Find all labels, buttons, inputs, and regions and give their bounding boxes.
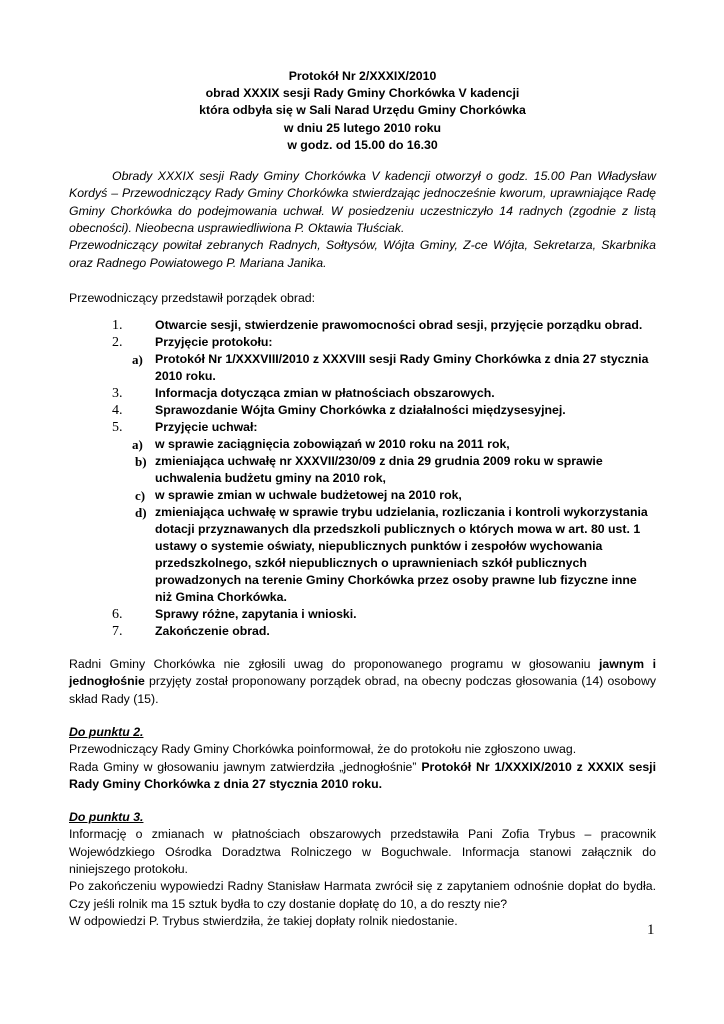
title-line-4: w dniu 25 lutego 2010 roku [283, 120, 442, 135]
section-punkt-3 [69, 809, 656, 930]
intro-paragraph-2: Przewodniczący powitał zebranych Radnych, Sołtysów, Wójta Gminy, Z-ce Wójta, Sekretarza, Skarbnika oraz Radnego Powiatowego P. Mariana Janika. [69, 238, 656, 270]
intro-section [69, 168, 656, 272]
protocol-title [69, 68, 656, 154]
agenda-item: 2. Przyjęcie protokołu: [112, 335, 273, 351]
agenda-item: 5. Przyjęcie uchwał: [112, 420, 258, 436]
agenda-subitem: c) w sprawie zmian w uchwale budżetowej na 2010 rok, [135, 488, 462, 504]
agenda-intro: Przewodniczący przedstawił porządek obrad: [69, 290, 316, 305]
intro-paragraph-1: Obrady XXXIX sesji Rady Gminy Chorkówka V kadencji otworzył o godz. 15.00 Pan Władysław Kordyś – Przewodniczący Rady Gminy Chorkówka stwierdzając jednocześnie kworum, uprawniające Radę Gminy Chorkówka do podejmowania uchwał. W posiedzeniu uczestniczyło 14 radnych (zgodnie z listą obecności). Nieobecna usprawiedliwiona P. Oktawia Tłuściak. [69, 169, 656, 235]
agenda-subitem: a) Protokół Nr 1/XXXVIII/2010 z XXXVIII sesji Rady Gminy Chorkówka z dnia 27 stycznia 2010 roku. [132, 352, 649, 384]
agenda-item: 3. Informacja dotycząca zmian w płatnościach obszarowych. [112, 386, 495, 402]
title-line-5: w godz. od 15.00 do 16.30 [287, 137, 438, 152]
punkt-3-paragraph-1: Informację o zmianach w płatnościach obszarowych przedstawiła Pani Zofia Trybus – pracownik Wojewódzkiego Ośrodka Doradztwa Rolniczego w Boguchwale. Informacja stanowi załącznik do niniejszego protokołu. [69, 827, 656, 877]
agenda-subitem: a) w sprawie zaciągnięcia zobowiązań w 2010 roku na 2011 rok, [132, 437, 510, 453]
agenda-item: 7. Zakończenie obrad. [112, 624, 270, 640]
agenda-item: 6. Sprawy różne, zapytania i wnioski. [112, 607, 357, 623]
agenda-item: 1. Otwarcie sesji, stwierdzenie prawomocności obrad sesji, przyjęcie porządku obrad. [112, 318, 643, 334]
punkt-3-paragraph-3: W odpowiedzi P. Trybus stwierdziła, że takiej dopłaty rolnik niedostanie. [69, 913, 458, 928]
agenda-subitem: d) zmieniająca uchwałę w sprawie trybu udzielania, rozliczania i kontroli wykorzystania dotacji przyznawanych dla przedszkoli publicznych o których mowa w art. 80 ust. 1 ustawy o systemie oświaty, niepublicznych punktów i zespołów wychowania przedszkolnego, szkół niepublicznych o uprawnieniach szkół publicznych prowadzonych na terenie Gminy Chorkówka przez osoby prawne lub fizyczne inne niż Gmina Chorkówka. [135, 505, 648, 605]
page-number: 1 [647, 922, 655, 938]
section-punkt-2 [69, 724, 656, 793]
title-line-3: która odbyła się w Sali Narad Urzędu Gminy Chorkówka [199, 103, 526, 118]
agenda-list [69, 317, 656, 640]
agenda-item: 4. Sprawozdanie Wójta Gminy Chorkówka z działalności międzysesyjnej. [112, 403, 566, 419]
title-line-1: Protokół Nr 2/XXXIX/2010 [288, 69, 437, 83]
document-page [69, 68, 656, 930]
punkt-3-heading: Do punktu 3. [69, 810, 144, 825]
punkt-2-heading: Do punktu 2. [69, 724, 144, 739]
agenda-subitem: b) zmieniająca uchwałę nr XXXVII/230/09 z dnia 29 grudnia 2009 roku w sprawie uchwalenia budżetu gminy na 2010 rok, [135, 454, 603, 486]
punkt-2-paragraph-1: Przewodniczący Rady Gminy Chorkówka poinformował, że do protokołu nie zgłoszono uwag. [69, 742, 577, 757]
title-line-2: obrad XXXIX sesji Rady Gminy Chorkówka V kadencji [205, 86, 520, 101]
punkt-3-paragraph-2: Po zakończeniu wypowiedzi Radny Stanisław Harmata zwrócił się z zapytaniem odnośnie dopłat do bydła. Czy jeśli rolnik ma 15 sztuk bydła to czy dostanie dopłatę do 10, a do reszty nie? [69, 879, 656, 911]
punkt-2-paragraph-2: Rada Gminy w głosowaniu jawnym zatwierdziła „jednogłośnie” Protokół Nr 1/XXXIX/2010 z XXXIX sesji Rady Gminy Chorkówka z dnia 27 stycznia 2010 roku. [69, 759, 656, 791]
voting-paragraph: Radni Gminy Chorkówka nie zgłosili uwag do proponowanego programu w głosowaniu jawnym i jednogłośnie przyjęty został proponowany porządek obrad, na obecny podczas głosowania (14) osobowy skład Rady (15). [69, 657, 656, 706]
